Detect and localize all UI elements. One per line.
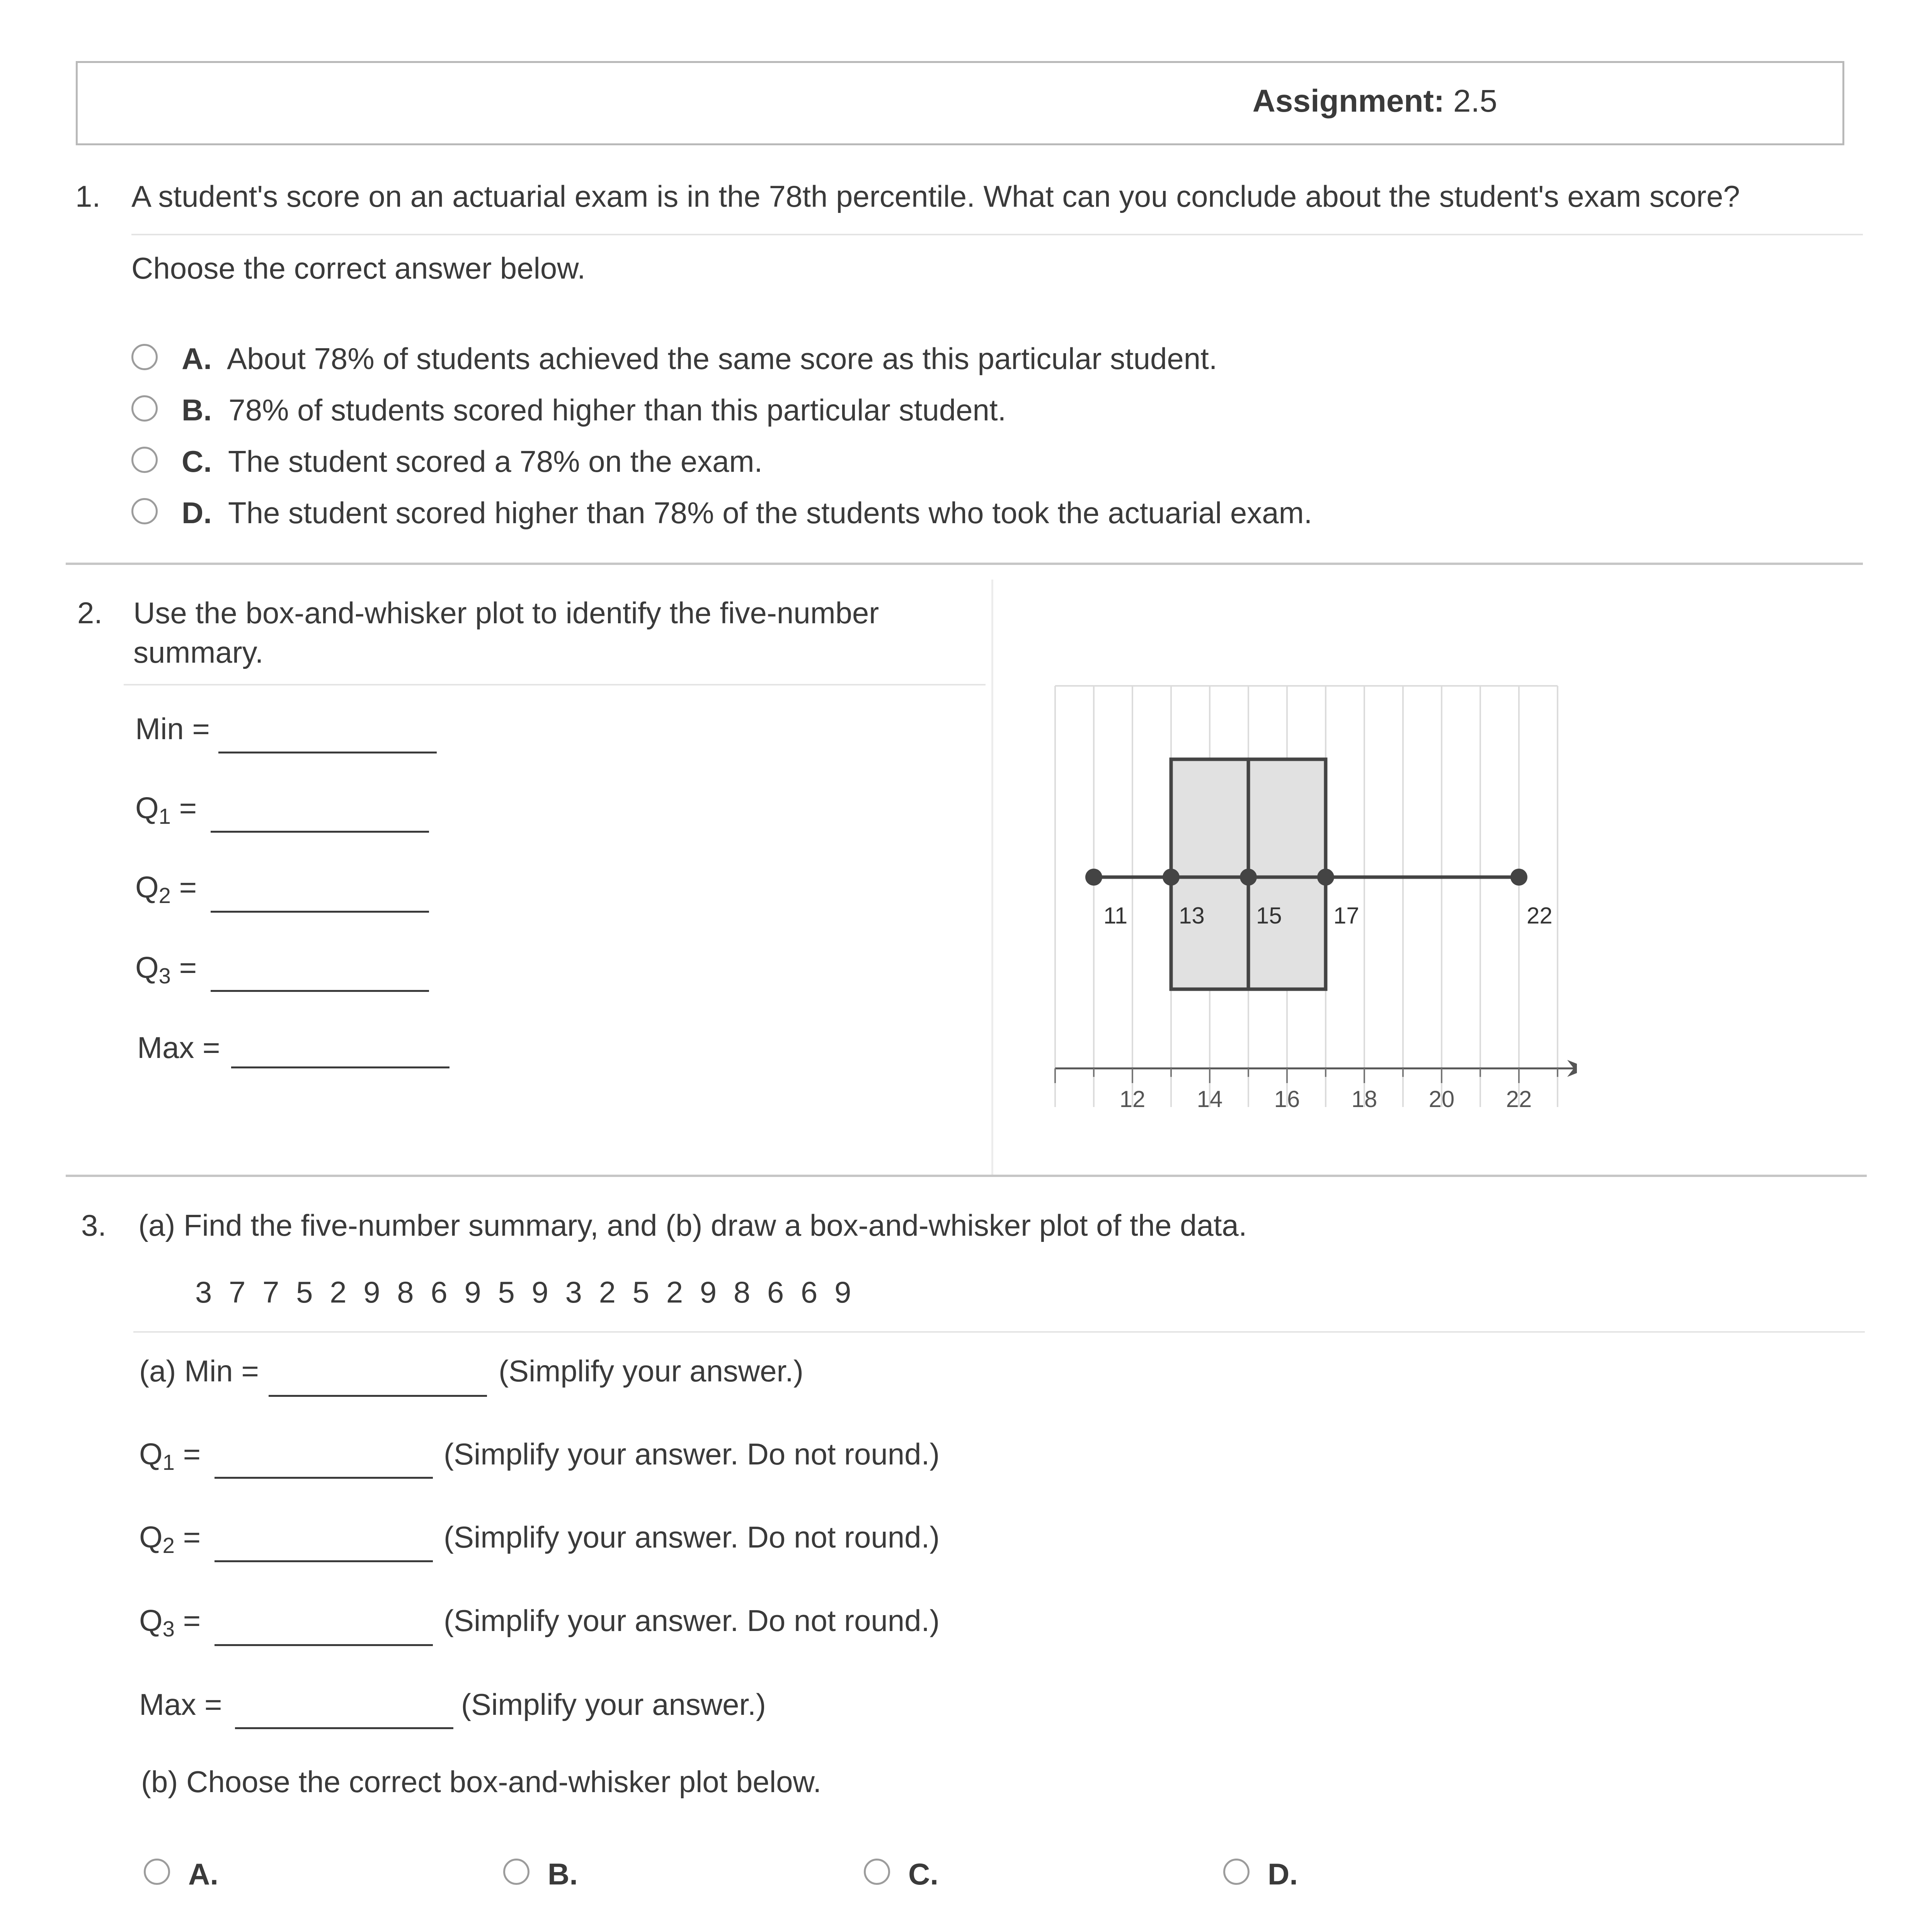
assignment-header: [76, 61, 1844, 145]
q3-min-hint: (Simplify your answer.): [499, 1354, 804, 1388]
radio-button[interactable]: [131, 447, 158, 473]
tick-label: 16: [1274, 1086, 1300, 1112]
q3-part-b-instruction: (b) Choose the correct box-and-whisker plot below.: [141, 1765, 822, 1799]
q2-q2-label: $Q_2$ =: [135, 870, 197, 908]
q3-data-values: 3 7 7 5 2 9 8 6 9 5 9 3 2 5 2 9 8 6 6 9: [195, 1275, 852, 1309]
q2-max-label: Max =: [137, 1031, 220, 1065]
q1-divider: [131, 234, 1863, 235]
q3-min-input[interactable]: [269, 1395, 487, 1397]
q3-q3-input[interactable]: [215, 1644, 433, 1646]
data-point: [1510, 869, 1527, 886]
data-point: [1085, 869, 1102, 886]
tick-label: 12: [1119, 1086, 1146, 1112]
q3-number: 3.: [81, 1208, 107, 1242]
q3-q2-hint: (Simplify your answer. Do not round.): [444, 1520, 940, 1554]
tick-label: 22: [1506, 1086, 1532, 1112]
data-point: [1163, 869, 1180, 886]
q2-number: 2.: [77, 596, 103, 630]
section-divider: [66, 563, 1863, 565]
q2-min-label: Min =: [135, 712, 210, 746]
radio-button[interactable]: [503, 1859, 529, 1885]
radio-button[interactable]: [864, 1859, 890, 1885]
q2-min-input[interactable]: [218, 752, 437, 753]
q2-q3-input[interactable]: [211, 990, 429, 992]
radio-button[interactable]: [131, 344, 158, 370]
radio-button[interactable]: [144, 1859, 170, 1885]
assignment-title: Assignment: 2.5: [1252, 83, 1497, 119]
q1-number: 1.: [75, 179, 101, 213]
q3-max-input[interactable]: [235, 1727, 453, 1729]
q3-q3-hint: (Simplify your answer. Do not round.): [444, 1604, 940, 1638]
q3-max-label: Max =: [139, 1687, 222, 1721]
q2-q1-label: $Q_1$ =: [135, 791, 197, 829]
q2-divider: [124, 684, 986, 685]
q2-boxplot: [1036, 678, 1577, 1130]
q3-q3-label: $Q_3$ =: [139, 1604, 201, 1641]
q2-max-input[interactable]: [231, 1066, 449, 1068]
point-label: 17: [1333, 903, 1359, 929]
q3-divider: [133, 1331, 1865, 1333]
q3-q2-input[interactable]: [215, 1560, 433, 1562]
q3-q1-label: $Q_1$ =: [139, 1437, 201, 1475]
q2-question-line1: Use the box-and-whisker plot to identify the five-number: [133, 596, 879, 630]
radio-button[interactable]: [131, 498, 158, 524]
q1-question: A student's score on an actuarial exam is in the 78th percentile. What can you conclude about the student's exam score?: [131, 179, 1740, 213]
data-point: [1317, 869, 1334, 886]
tick-label: 18: [1351, 1086, 1377, 1112]
point-label: 13: [1179, 903, 1205, 929]
q3-q1-input[interactable]: [215, 1477, 433, 1479]
point-label: 15: [1256, 903, 1282, 929]
section-divider: [66, 1175, 1867, 1177]
q2-column-divider: [991, 580, 993, 1175]
q3-min-label: (a) Min =: [139, 1354, 259, 1388]
q2-q3-label: $Q_3$ =: [135, 951, 197, 988]
q3-q1-hint: (Simplify your answer. Do not round.): [444, 1437, 940, 1471]
q2-q2-input[interactable]: [211, 911, 429, 913]
tick-label: 14: [1197, 1086, 1223, 1112]
radio-button[interactable]: [131, 395, 158, 422]
q3-q2-label: $Q_2$ =: [139, 1520, 201, 1558]
q2-question-line2: summary.: [133, 635, 264, 669]
point-label: 11: [1103, 903, 1128, 929]
q2-q1-input[interactable]: [211, 831, 429, 833]
q3-max-hint: (Simplify your answer.): [461, 1687, 766, 1721]
radio-button[interactable]: [1223, 1859, 1250, 1885]
q1-instruction: Choose the correct answer below.: [131, 251, 586, 285]
data-point: [1240, 869, 1257, 886]
q3-question: (a) Find the five-number summary, and (b) draw a box-and-whisker plot of the data.: [138, 1208, 1247, 1242]
point-label: 22: [1527, 903, 1553, 929]
tick-label: 20: [1428, 1086, 1455, 1112]
